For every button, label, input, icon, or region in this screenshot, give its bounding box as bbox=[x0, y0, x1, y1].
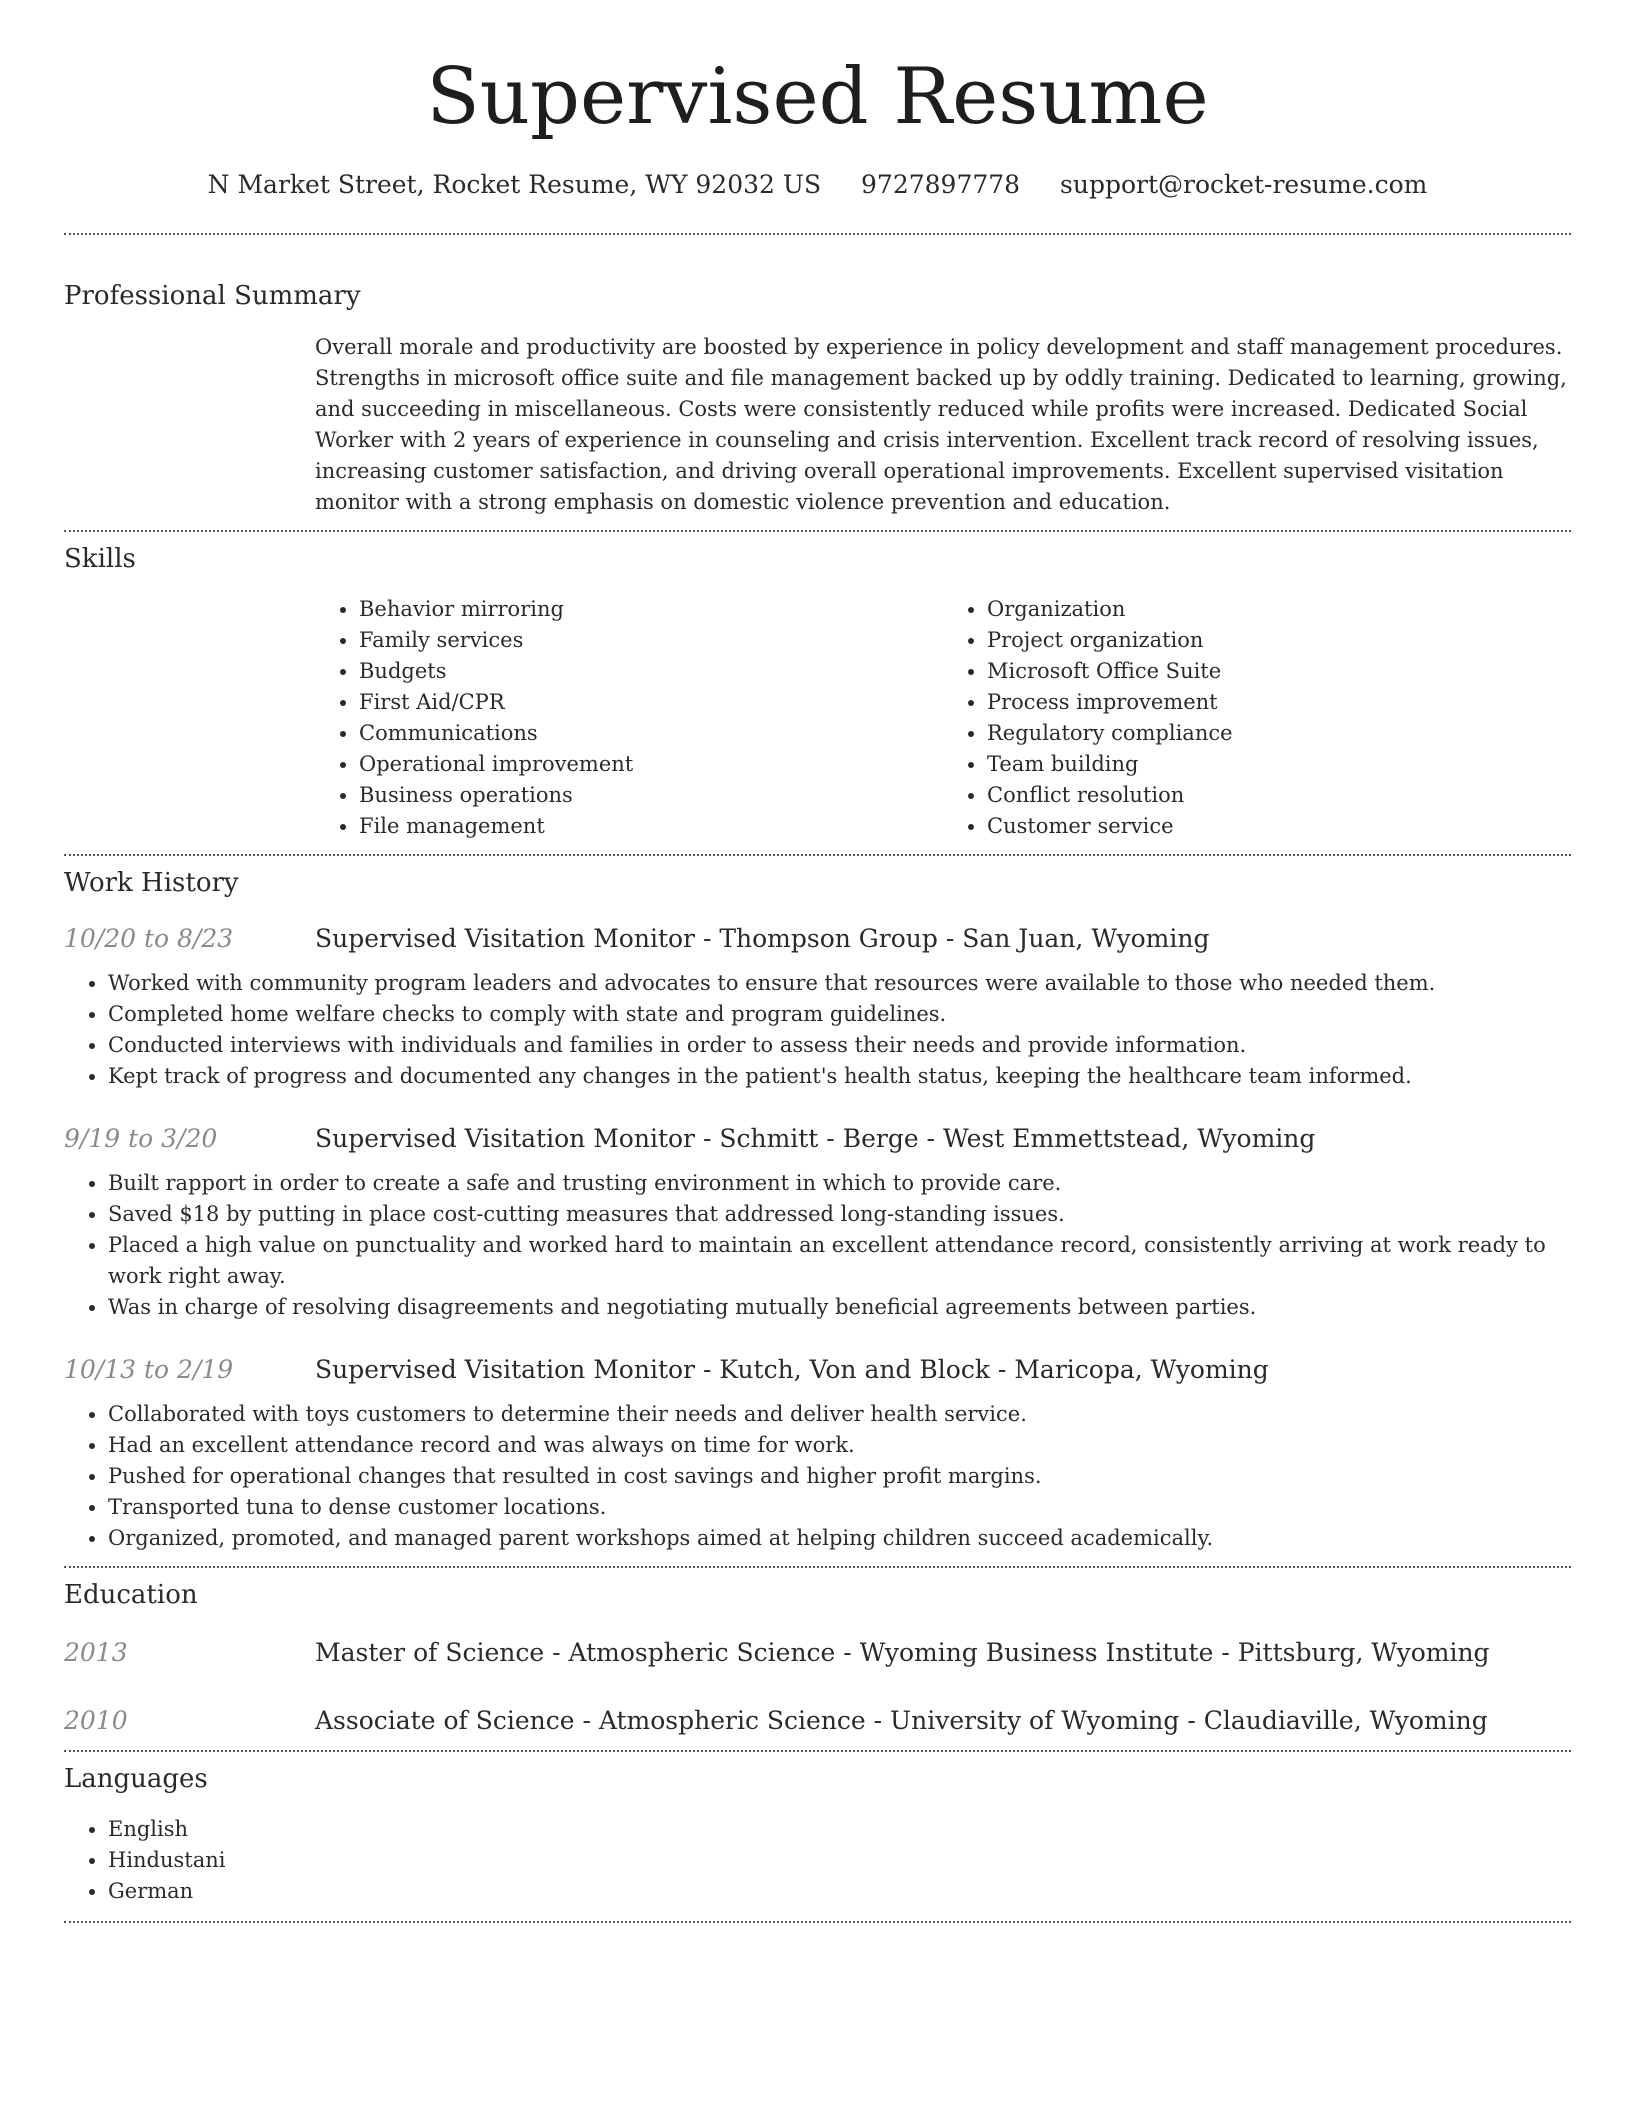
education-year: 2010 bbox=[64, 1706, 128, 1735]
education-entry bbox=[64, 1704, 1571, 1738]
summary-text: Overall morale and productivity are boosted by experience in policy development and staff management procedures. Strengths in microsoft office suite and file management backed up by oddly training. Dedicated to learning, growing, and succeeding in miscellaneous. Costs were consistently reduced while profits were increased. Dedicated Social Worker with 2 years of experience in counseling and crisis intervention. Excellent track record of resolving issues, increasing customer satisfaction, and driving overall operational improvements. Excellent supervised visitation monitor with a strong emphasis on domestic violence prevention and education. bbox=[315, 335, 1567, 514]
education-heading: Associate of Science - Atmospheric Science - University of Wyoming - Claudiaville, Wyoming bbox=[315, 1706, 1488, 1735]
contact-address: N Market Street, Rocket Resume, WY 92032 US bbox=[207, 170, 822, 199]
skills-title: Skills bbox=[64, 544, 136, 574]
language-item: • English bbox=[108, 1814, 1571, 1845]
education-section bbox=[64, 1578, 1571, 1738]
education-year: 2013 bbox=[64, 1638, 128, 1667]
job-bullet: • Was in charge of resolving disagreements and negotiating mutually beneficial agreements between parties. bbox=[108, 1292, 1571, 1323]
job-dates: 10/13 to 2/19 bbox=[64, 1355, 234, 1384]
job-bullets bbox=[64, 1168, 1571, 1323]
section-divider bbox=[64, 1566, 1571, 1568]
section-divider bbox=[64, 1750, 1571, 1752]
skill-item: • Team building bbox=[987, 749, 1571, 780]
job-entry bbox=[64, 1353, 1571, 1554]
job-heading: Supervised Visitation Monitor - Thompson Group - San Juan, Wyoming bbox=[315, 924, 1210, 953]
job-heading: Supervised Visitation Monitor - Schmitt - Berge - West Emmettstead, Wyoming bbox=[315, 1124, 1316, 1153]
skill-item: • Budgets bbox=[359, 656, 943, 687]
job-heading: Supervised Visitation Monitor - Kutch, Von and Block - Maricopa, Wyoming bbox=[315, 1355, 1269, 1384]
skill-item: • Organization bbox=[987, 594, 1571, 625]
work-section bbox=[64, 866, 1571, 1554]
education-entry bbox=[64, 1636, 1571, 1670]
language-item: • Hindustani bbox=[108, 1845, 1571, 1876]
education-heading: Master of Science - Atmospheric Science - Wyoming Business Institute - Pittsburg, Wyoming bbox=[315, 1638, 1490, 1667]
skill-item: • Process improvement bbox=[987, 687, 1571, 718]
skill-item: • File management bbox=[359, 811, 943, 842]
education-title: Education bbox=[64, 1580, 198, 1610]
job-bullet: • Had an excellent attendance record and was always on time for work. bbox=[108, 1430, 1571, 1461]
job-bullet: • Completed home welfare checks to comply with state and program guidelines. bbox=[108, 999, 1571, 1030]
section-divider bbox=[64, 233, 1571, 235]
skills-grid bbox=[315, 594, 1571, 842]
job-bullet: • Conducted interviews with individuals and families in order to assess their needs and provide information. bbox=[108, 1030, 1571, 1061]
job-bullet: • Placed a high value on punctuality and worked hard to maintain an excellent attendance record, consistently arriving at work ready to work right away. bbox=[108, 1230, 1571, 1292]
job-bullets bbox=[64, 1399, 1571, 1554]
job-bullet: • Pushed for operational changes that resulted in cost savings and higher profit margins. bbox=[108, 1461, 1571, 1492]
skill-item: • Customer service bbox=[987, 811, 1571, 842]
job-bullet: • Worked with community program leaders and advocates to ensure that resources were available to those who needed them. bbox=[108, 968, 1571, 999]
section-divider bbox=[64, 1921, 1571, 1923]
skill-item: • Microsoft Office Suite bbox=[987, 656, 1571, 687]
skill-item: • Family services bbox=[359, 625, 943, 656]
skills-list-left bbox=[315, 594, 943, 842]
skill-item: • Project organization bbox=[987, 625, 1571, 656]
resume-name: Supervised Resume bbox=[426, 52, 1209, 142]
skill-item: • First Aid/CPR bbox=[359, 687, 943, 718]
contact-line bbox=[64, 170, 1571, 199]
job-bullet: • Organized, promoted, and managed parent workshops aimed at helping children succeed academically. bbox=[108, 1523, 1571, 1554]
skill-item: • Business operations bbox=[359, 780, 943, 811]
job-dates: 9/19 to 3/20 bbox=[64, 1124, 218, 1153]
languages-list bbox=[64, 1814, 1571, 1907]
resume-page bbox=[64, 0, 1571, 1923]
skill-item: • Conflict resolution bbox=[987, 780, 1571, 811]
skill-item: • Communications bbox=[359, 718, 943, 749]
language-item: • German bbox=[108, 1876, 1571, 1907]
skill-item: • Regulatory compliance bbox=[987, 718, 1571, 749]
job-entry bbox=[64, 922, 1571, 1092]
job-dates: 10/20 to 8/23 bbox=[64, 924, 234, 953]
work-title: Work History bbox=[64, 868, 239, 898]
contact-email: support@rocket-resume.com bbox=[1060, 170, 1428, 199]
section-divider bbox=[64, 854, 1571, 856]
skill-item: • Operational improvement bbox=[359, 749, 943, 780]
languages-title: Languages bbox=[64, 1764, 208, 1794]
section-divider bbox=[64, 530, 1571, 532]
job-bullet: • Collaborated with toys customers to determine their needs and deliver health service. bbox=[108, 1399, 1571, 1430]
job-bullets bbox=[64, 968, 1571, 1092]
skills-section bbox=[64, 542, 1571, 842]
contact-phone: 9727897778 bbox=[861, 170, 1021, 199]
job-entry bbox=[64, 1122, 1571, 1323]
job-bullet: • Transported tuna to dense customer locations. bbox=[108, 1492, 1571, 1523]
summary-title: Professional Summary bbox=[64, 281, 361, 311]
skill-item: • Behavior mirroring bbox=[359, 594, 943, 625]
languages-section bbox=[64, 1762, 1571, 1907]
job-bullet: • Saved $18 by putting in place cost-cutting measures that addressed long-standing issues. bbox=[108, 1199, 1571, 1230]
summary-section bbox=[64, 279, 1571, 518]
skills-list-right bbox=[943, 594, 1571, 842]
job-bullet: • Built rapport in order to create a safe and trusting environment in which to provide care. bbox=[108, 1168, 1571, 1199]
job-bullet: • Kept track of progress and documented any changes in the patient's health status, keeping the healthcare team informed. bbox=[108, 1061, 1571, 1092]
